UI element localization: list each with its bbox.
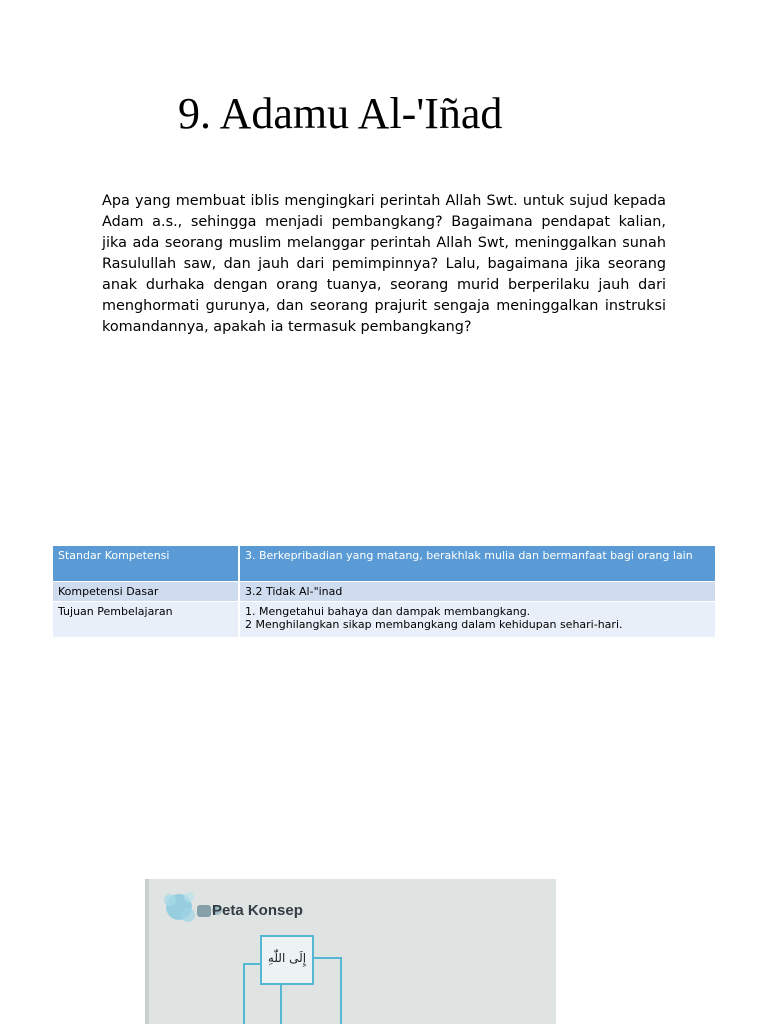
table-cell-label: Kompetensi Dasar (53, 582, 239, 602)
objective-line-2: 2 Menghilangkan sikap membangkang dalam kehidupan sehari-hari. (245, 618, 623, 631)
concept-box (260, 935, 314, 985)
connector-line (280, 983, 282, 1024)
connector-line (312, 957, 342, 959)
page-title: 9. Adamu Al-'Iñad (178, 89, 503, 138)
concept-box-text: إِلَى اللّٰهِ (267, 951, 307, 965)
connector-line (243, 963, 245, 1024)
table-cell-value: 3. Berkepribadian yang matang, berakhlak mulia dan bermanfaat bagi orang lain (239, 546, 715, 582)
connector-line (340, 957, 342, 1024)
intro-paragraph: Apa yang membuat iblis mengingkari perintah Allah Swt. untuk sujud kepada Adam a.s., sehingga menjadi pembangkang? Bagaimana pendapat kalian, jika ada seorang muslim melanggar perintah Allah Swt, meninggalkan sunah Rasulullah saw, dan jauh dari pemimpinnya? Lalu, bagaimana jika seorang anak durhaka dengan orang tuanya, seorang murid berperilaku jauh dari menghormati gurunya, dan seorang prajurit sengaja meninggalkan instruksi komandannya, apakah ia termasuk pembangkang? (102, 193, 666, 335)
table-cell-value: 3.2 Tidak Al-"inad (239, 582, 715, 602)
table-cell-value (239, 602, 715, 638)
connector-line (243, 963, 260, 965)
objective-line-1: 1. Mengetahui bahaya dan dampak membangkang. (245, 605, 531, 618)
table-cell-label: Standar Kompetensi (53, 546, 239, 582)
concept-map-photo (145, 879, 556, 1024)
photo-edge (145, 879, 149, 1024)
competency-table (53, 546, 715, 638)
table-row (53, 546, 715, 582)
table-row (53, 582, 715, 602)
concept-map-heading: Peta Konsep (212, 902, 303, 919)
table-row (53, 602, 715, 638)
table-cell-label: Tujuan Pembelajaran (53, 602, 239, 638)
